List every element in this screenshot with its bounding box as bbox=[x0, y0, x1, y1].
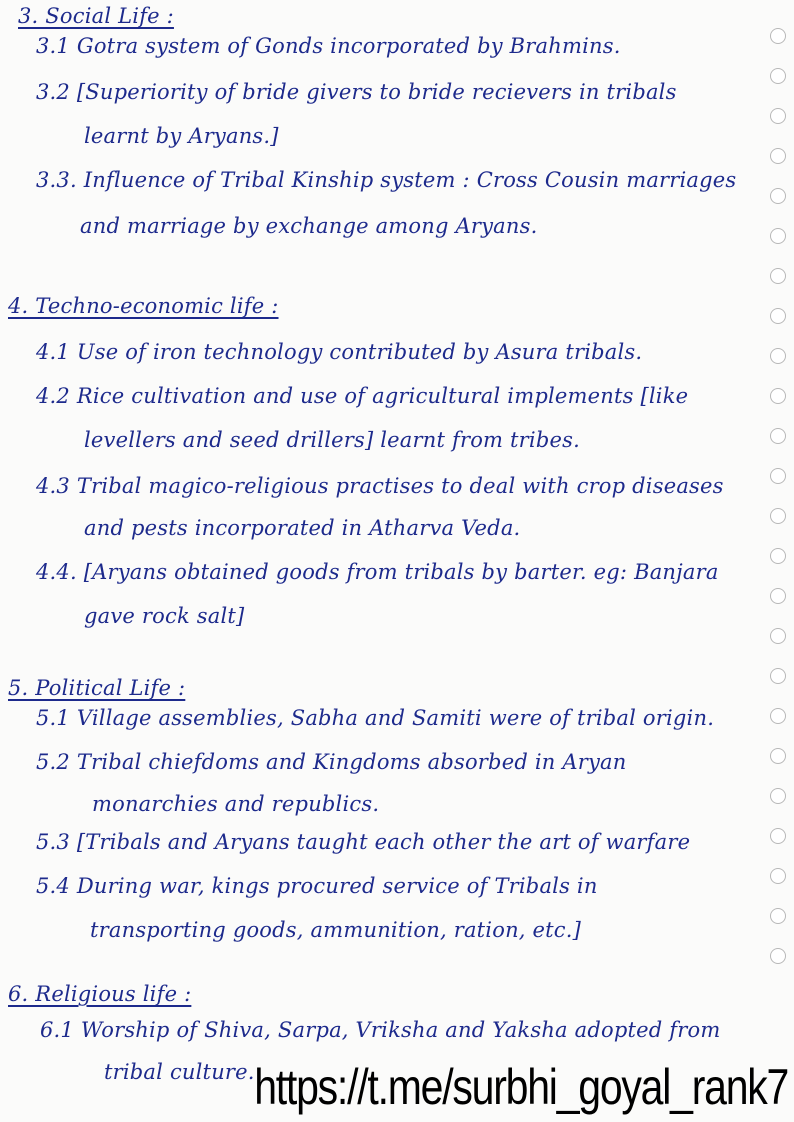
binder-hole bbox=[770, 388, 786, 404]
note-line: and marriage by exchange among Aryans. bbox=[80, 214, 538, 238]
heading-social-life: 3. Social Life : bbox=[18, 4, 174, 28]
binder-hole bbox=[770, 148, 786, 164]
binder-hole bbox=[770, 108, 786, 124]
binder-hole bbox=[770, 508, 786, 524]
binder-hole bbox=[770, 548, 786, 564]
note-line: gave rock salt] bbox=[84, 604, 245, 628]
note-line: and pests incorporated in Atharva Veda. bbox=[84, 516, 521, 540]
heading-religious-life: 6. Religious life : bbox=[8, 982, 192, 1006]
binder-hole bbox=[770, 708, 786, 724]
note-line: 3.1 Gotra system of Gonds incorporated by Brahmins. bbox=[36, 34, 621, 58]
binder-hole bbox=[770, 628, 786, 644]
binder-hole bbox=[770, 788, 786, 804]
binder-hole bbox=[770, 948, 786, 964]
binder-hole bbox=[770, 28, 786, 44]
binder-hole bbox=[770, 668, 786, 684]
binder-holes bbox=[760, 20, 786, 1020]
note-line: learnt by Aryans.] bbox=[84, 124, 279, 148]
binder-hole bbox=[770, 828, 786, 844]
binder-hole bbox=[770, 468, 786, 484]
note-line: tribal culture. bbox=[104, 1060, 255, 1084]
note-line: 4.4. [Aryans obtained goods from tribals by barter. eg: Banjara bbox=[36, 560, 719, 584]
note-line: 3.2 [Superiority of bride givers to bride recievers in tribals bbox=[36, 80, 677, 104]
binder-hole bbox=[770, 748, 786, 764]
note-line: 5.3 [Tribals and Aryans taught each other the art of warfare bbox=[36, 830, 691, 854]
note-line: 6.1 Worship of Shiva, Sarpa, Vriksha and Yaksha adopted from bbox=[40, 1018, 721, 1042]
binder-hole bbox=[770, 428, 786, 444]
note-line: monarchies and republics. bbox=[92, 792, 380, 816]
binder-hole bbox=[770, 348, 786, 364]
note-line: 5.2 Tribal chiefdoms and Kingdoms absorbed in Aryan bbox=[36, 750, 627, 774]
note-line: 3.3. Influence of Tribal Kinship system : Cross Cousin marriages bbox=[36, 168, 737, 192]
note-line: 4.2 Rice cultivation and use of agricultural implements [like bbox=[36, 384, 689, 408]
note-line: 5.1 Village assemblies, Sabha and Samiti were of tribal origin. bbox=[36, 706, 715, 730]
note-line: 4.3 Tribal magico-religious practises to deal with crop diseases bbox=[36, 474, 724, 498]
binder-hole bbox=[770, 188, 786, 204]
binder-hole bbox=[770, 228, 786, 244]
watermark-link: https://t.me/surbhi_goyal_rank7 bbox=[254, 1059, 788, 1115]
note-line: levellers and seed drillers] learnt from tribes. bbox=[84, 428, 580, 452]
binder-hole bbox=[770, 868, 786, 884]
note-line: 5.4 During war, kings procured service of Tribals in bbox=[36, 874, 598, 898]
heading-political-life: 5. Political Life : bbox=[8, 676, 186, 700]
binder-hole bbox=[770, 68, 786, 84]
binder-hole bbox=[770, 588, 786, 604]
heading-techno-economic-life: 4. Techno-economic life : bbox=[8, 294, 279, 318]
binder-hole bbox=[770, 268, 786, 284]
note-line: transporting goods, ammunition, ration, etc.] bbox=[90, 918, 582, 942]
binder-hole bbox=[770, 908, 786, 924]
note-line: 4.1 Use of iron technology contributed by Asura tribals. bbox=[36, 340, 643, 364]
binder-hole bbox=[770, 308, 786, 324]
